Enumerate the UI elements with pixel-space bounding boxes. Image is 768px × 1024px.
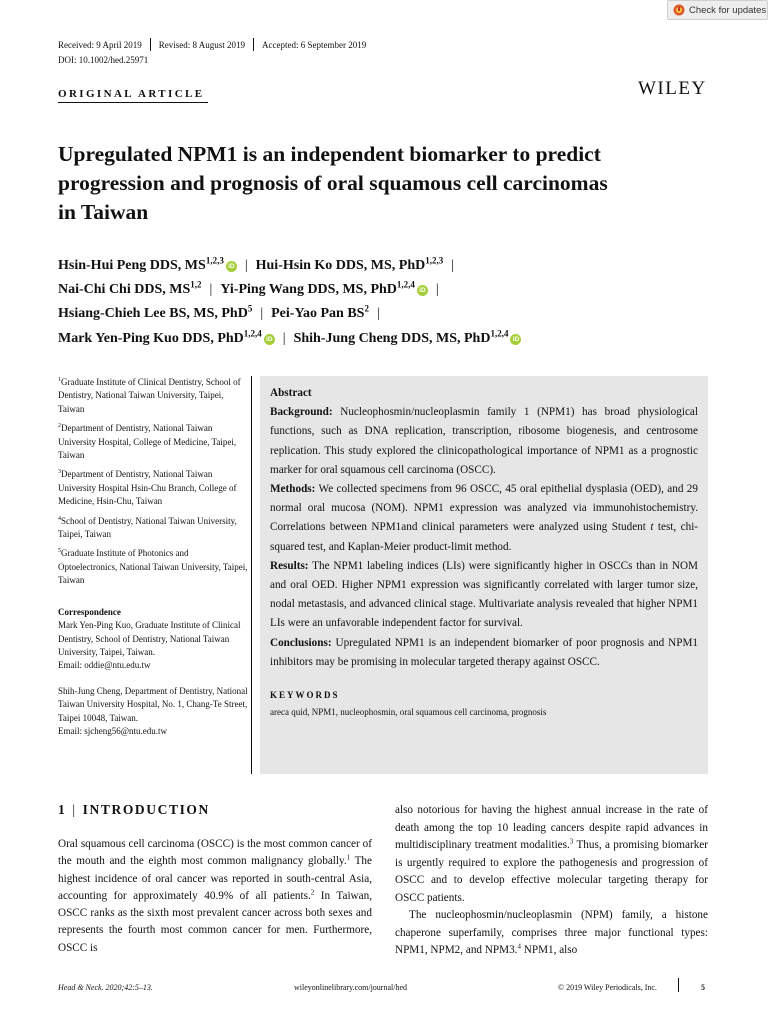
keywords-list: areca quid, NPM1, nucleophosmin, oral squamous cell carcinoma, prognosis <box>270 707 547 718</box>
citation-ref[interactable]: 1 <box>346 853 351 862</box>
affiliations-column <box>58 376 248 750</box>
body-column-left <box>58 836 372 957</box>
orcid-icon[interactable]: iD <box>226 261 237 272</box>
author-name[interactable]: Hui-Hsin Ko DDS, MS, PhD <box>255 258 426 273</box>
abstract-results <box>270 557 698 634</box>
abstract-text: We collected specimens from 96 OSCC, 45 oral epithelial dysplasia (OED), and 29 normal oral mucosa (NOM). NPM1 expression was analyzed via immunohistochemistry. Correlations between NPM1and clinical parameters were analyzed using Student <box>270 483 698 534</box>
author-affiliation: 1,2,3 <box>425 255 444 266</box>
body-column-right <box>395 802 708 960</box>
author-line <box>58 254 718 278</box>
author-name[interactable]: Mark Yen-Ping Kuo DDS, PhD <box>58 330 244 346</box>
body-text: Thus, a promising biomarker is urgently required to explore the pathogenesis and progression of OSCC and to develop effective molecular targeting therapy for OSCC patients. <box>395 839 708 904</box>
affiliation-number: 3 <box>58 469 61 476</box>
affiliation-item <box>58 376 248 416</box>
correspondence-address: Shih-Jung Cheng, Department of Dentistry, National Taiwan University Hospital, No. 1, Chang-Te Street, Taipei 10048, Taiwan. <box>58 685 248 723</box>
orcid-icon[interactable]: iD <box>264 334 275 345</box>
correspondence-address: Mark Yen-Ping Kuo, Graduate Institute of Clinical Dentistry, School of Dentistry, National Taiwan University, Taipei, Taiwan. <box>58 620 241 657</box>
author-affiliation: 1,2 <box>190 279 202 290</box>
affiliation-item <box>58 515 248 542</box>
check-updates-icon <box>673 4 685 16</box>
correspondence-block <box>58 619 248 673</box>
section-number: 1 <box>58 802 67 817</box>
correspondence-email[interactable]: Email: oddie@ntu.edu.tw <box>58 660 151 671</box>
author-name[interactable]: Hsiang-Chieh Lee BS, MS, PhD <box>58 306 248 322</box>
body-text: The highest incidence of oral cancer was reported in south-central Asia, accounting for approximately 40.9% of all patients. <box>58 855 372 902</box>
abstract-label: Methods: <box>270 483 316 496</box>
affiliation-text: Graduate Institute of Clinical Dentistry, School of Dentistry, National Taiwan University, Taipei, Taiwan <box>58 377 241 414</box>
abstract-text: Nucleophosmin/nucleoplasmin family 1 (NPM1) has broad physiological functions, such as DNA replication, transcription, ribosome biogenesis, and centrosome replication. This study explored the clinicopathological importance of NPM1 as a prognostic marker for oral squamous cell carcinoma (OSCC). <box>270 406 698 476</box>
author-affiliation: 2 <box>364 303 369 314</box>
author-separator: | <box>260 306 264 322</box>
citation-ref[interactable]: 4 <box>517 942 521 951</box>
affiliation-item <box>58 547 248 587</box>
author-list <box>58 254 718 351</box>
article-type: ORIGINAL ARTICLE <box>58 88 205 100</box>
divider <box>678 978 679 992</box>
author-affiliation: 1,2,4 <box>396 279 415 290</box>
section-separator: | <box>72 802 77 817</box>
abstract-label: Conclusions: <box>270 636 332 649</box>
affiliation-number: 5 <box>58 548 61 555</box>
section-heading <box>58 802 210 818</box>
affiliation-text: Department of Dentistry, National Taiwan University Hospital Hsin-Chu Branch, College of Medicine, Hsin-Chu, Taiwan <box>58 469 237 507</box>
check-updates-label: Check for updates <box>689 4 767 16</box>
author-affiliation: 1,2,4 <box>243 327 262 338</box>
author-separator: | <box>376 306 380 322</box>
affiliation-item <box>58 468 248 508</box>
affiliation-number: 2 <box>58 423 61 430</box>
orcid-icon[interactable]: iD <box>417 285 428 296</box>
correspondence-email[interactable]: Email: sjcheng56@ntu.edu.tw <box>58 725 168 736</box>
author-name[interactable]: Pei-Yao Pan BS <box>271 306 365 322</box>
column-divider <box>251 376 252 774</box>
affiliation-number: 1 <box>58 377 61 383</box>
author-affiliation: 1,2,3 <box>205 255 224 266</box>
correspondence-block <box>58 685 248 739</box>
page-footer <box>58 978 708 992</box>
divider <box>150 38 151 51</box>
copyright: © 2019 Wiley Periodicals, Inc. <box>558 983 657 992</box>
author-affiliation: 5 <box>247 303 253 314</box>
affiliation-text: Graduate Institute of Photonics and Optoelectronics, National Taiwan University, Taipei, Taiwan <box>58 548 248 586</box>
journal-citation: Head & Neck. 2020;42:5–13. <box>58 983 153 992</box>
abstract-text: t <box>650 521 654 534</box>
author-separator: | <box>209 282 213 298</box>
author-affiliation: 1,2,4 <box>490 327 509 338</box>
orcid-icon[interactable]: iD <box>510 334 521 345</box>
body-paragraph <box>395 907 708 960</box>
article-dates <box>58 38 366 51</box>
doi[interactable]: DOI: 10.1002/hed.25971 <box>58 55 149 65</box>
divider <box>58 102 208 103</box>
keywords-heading: KEYWORDS <box>270 690 340 701</box>
abstract-background <box>270 403 698 480</box>
abstract-conclusions <box>270 634 698 672</box>
publisher-logo: WILEY <box>638 78 707 99</box>
affiliation-item <box>58 422 248 462</box>
section-title: INTRODUCTION <box>82 802 210 817</box>
accepted-date: Accepted: 6 September 2019 <box>262 39 367 50</box>
citation-ref[interactable]: 3 <box>569 837 574 846</box>
body-text: NPM1, also <box>520 944 578 956</box>
title-line: progression and prognosis of oral squamous cell carcinomas <box>58 171 608 195</box>
body-paragraph <box>58 836 372 957</box>
body-text: The nucleophosmin/nucleoplasmin (NPM) family, a histone chaperone superfamily, comprises three major functional types: NPM1, NPM2, and NPM3. <box>395 909 708 956</box>
body-text: Oral squamous cell carcinoma (OSCC) is the most common cancer of the mouth and the eighth most common malignancy globally. <box>58 838 372 868</box>
affiliation-text: Department of Dentistry, National Taiwan University Hospital, College of Medicine, Taipei, Taiwan <box>58 423 237 461</box>
author-separator: | <box>451 258 455 273</box>
page-number: 5 <box>701 983 705 992</box>
abstract-methods <box>270 480 698 557</box>
author-separator: | <box>244 258 248 273</box>
affiliation-text: School of Dentistry, National Taiwan University, Taipei, Taiwan <box>58 515 237 540</box>
citation-ref[interactable]: 2 <box>310 888 315 897</box>
author-line <box>58 302 718 326</box>
abstract-text: Upregulated NPM1 is an independent biomarker of poor prognosis and NPM1 inhibitors may be promising in molecular targeted therapy against OSCC. <box>270 636 698 668</box>
check-for-updates-button[interactable] <box>667 0 768 20</box>
author-name[interactable]: Hsin-Hui Peng DDS, MS <box>58 258 206 273</box>
article-title <box>58 140 698 227</box>
author-name[interactable]: Yi-Ping Wang DDS, MS, PhD <box>220 282 397 298</box>
title-line: Upregulated NPM1 is an independent biomarker to predict <box>58 142 601 166</box>
revised-date: Revised: 8 August 2019 <box>158 39 245 50</box>
author-separator: | <box>435 282 439 298</box>
received-date: Received: 9 April 2019 <box>58 39 142 50</box>
affiliation-number: 4 <box>58 515 61 522</box>
author-name[interactable]: Shih-Jung Cheng DDS, MS, PhD <box>293 330 491 346</box>
author-line <box>58 327 718 351</box>
body-paragraph <box>395 802 708 907</box>
author-name[interactable]: Nai-Chi Chi DDS, MS <box>58 282 191 298</box>
abstract-box <box>260 376 708 774</box>
correspondence-heading: Correspondence <box>58 606 121 617</box>
body-text: also notorious for having the highest annual increase in the rate of death among the top 10 leading cancers despite rapid advances in multidisciplinary treatment modalities. <box>395 804 708 851</box>
body-text: In Taiwan, OSCC ranks as the sixth most prevalent cancer across both sexes and represents the fourth most common cancer for men. Furthermore, OSCC is <box>58 889 372 954</box>
abstract-text: The NPM1 labeling indices (LIs) were significantly higher in OSCCs than in NOM and oral OED. Higher NPM1 expression was significantly correlated with larger tumor size, nodal metastasis, and advanced clinical stage. Multivariate analysis revealed that higher NPM1 LIs were an unfavorable independent factor for survival. <box>270 559 698 630</box>
divider <box>253 38 254 51</box>
title-line: in Taiwan <box>58 200 149 224</box>
author-line <box>58 278 718 302</box>
abstract-text: test, chi-squared test, and Kaplan-Meier product-limit method. <box>270 521 699 553</box>
abstract-label: Background: <box>270 406 333 419</box>
abstract-label: Results: <box>270 559 309 572</box>
author-separator: | <box>282 330 286 346</box>
abstract-heading: Abstract <box>270 387 312 399</box>
journal-url[interactable]: wileyonlinelibrary.com/journal/hed <box>294 983 408 992</box>
